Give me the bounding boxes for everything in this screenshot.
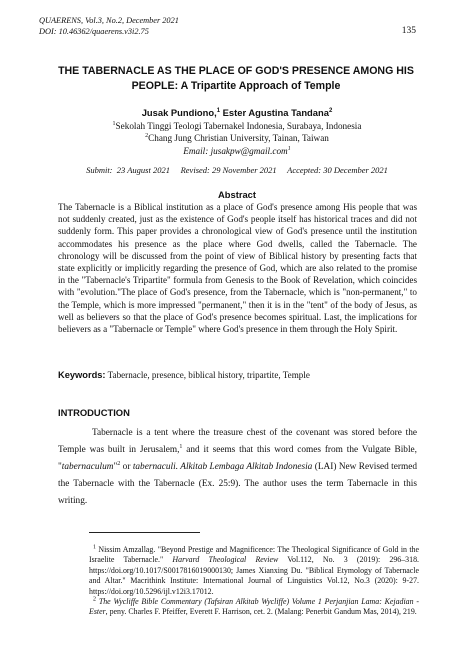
footnote-2-text-c: , peny. Charles F. Pfeiffer, Everett F. Harrison, cet. 2. (Malang: Penerbit Gandum Mas, 2014), 219. xyxy=(105,607,417,617)
affiliation-1-marker: 1 xyxy=(112,120,116,127)
footnote-2-marker: 2 xyxy=(93,596,96,603)
keywords-label: Keywords: xyxy=(58,370,106,380)
affiliation-2-marker: 2 xyxy=(145,132,149,139)
author-1-marker: 1 xyxy=(216,107,221,114)
keywords xyxy=(58,370,417,380)
paper-title xyxy=(48,64,424,94)
footnote-divider xyxy=(89,532,200,533)
author-2: Ester Agustina Tandana xyxy=(220,107,329,118)
affiliation-2-text: Chang Jung Christian University, Tainan, Taiwan xyxy=(148,133,329,143)
footnote-1-text-a: Nissim Amzallag. "Beyond Prestige and Magnificence: The Theological Significance of Gold in the Israelite Tabernacle." xyxy=(89,545,419,565)
running-header xyxy=(39,15,179,37)
author-block xyxy=(40,107,434,157)
email-address[interactable]: jusakpw@gmail.com xyxy=(210,145,288,156)
intro-term-tabernaculum: tabernaculum xyxy=(61,461,114,472)
footnote-2-book-title: The Wycliffe Bible Commentary (Tafsiran Alkitab Wycliffe) Volume 1 Perjanjian Lama: Kejadian - Ester xyxy=(89,597,419,617)
submission-dates xyxy=(40,165,434,175)
footnotes xyxy=(89,545,419,618)
footnote-2 xyxy=(89,597,419,618)
footnote-1-journal: Harvard Theological Review xyxy=(172,555,279,565)
intro-text-g: (LAI) New Revised termed the Tabernacle with the Tabernacle (Ex. 25:9). The author uses the term Tabernacle in this writing. xyxy=(58,461,417,506)
author-names xyxy=(40,107,434,120)
accepted-date: Accepted: 30 December 2021 xyxy=(287,165,388,175)
keywords-text: Tabernacle, presence, biblical history, tripartite, Temple xyxy=(105,370,310,380)
author-2-marker: 2 xyxy=(328,107,333,114)
abstract-text: The Tabernacle is a Biblical institution as a place of God's presence among His people that was not suddenly created, just as the existence of God's people itself has historical traces and did not suddenly form. This paper provides a chronological view of God's presence until the institution accommodates his presence as the place where God dwells, called the Tabernacle. The chronology will be discussed from the point of view of Biblical history by presenting facts that state explicitly or implicitly regarding the presence of God, which are also related to the promise in the "Tabernacle's Tripartite" formula from Genesis to the Book of Revelation, which coincides with "evolution."The place of God's presence, from the Tabernacle, which is "non-permanent," to the Temple, which is more impressed "permanent," then it is in the "tent" of the body of Jesus, as well as believers so that the place of God's presence becomes spiritual. Last, the implications for believers as a "Tabernacle or Temple" where God's presence in them through the Holy Spirit. xyxy=(58,202,417,335)
footnote-1-text-c[interactable]: Vol.112, No. 3 (2019): 296–318. https://doi.org/10.1017/S0017816019000130; James Xianxing Du. "Biblical Etymology of Tabernacle and Altar." Macrithink Institute: International Journal of Linguistics Vol.12, No.3 (2020): 9-27. https://doi.org/10.5296/ijl.v12i3.17012. xyxy=(89,555,419,596)
footnote-ref-1[interactable]: 1 xyxy=(179,443,183,450)
title-line-1: THE TABERNACLE AS THE PLACE OF GOD'S PRESENCE AMONG HIS xyxy=(58,65,414,77)
intro-term-tabernaculi: tabernaculi. Alkitab Lembaga Alkitab Indonesia xyxy=(132,461,313,472)
submitted-date: Submit: 23 August 2021 xyxy=(86,165,170,175)
introduction-paragraph xyxy=(58,425,417,510)
author-1: Jusak Pundiono, xyxy=(141,107,217,118)
intro-text-b: and it seems that this word comes from the Vulgate Bible, " xyxy=(58,444,417,472)
affiliation-1 xyxy=(40,120,434,133)
intro-text-d: " xyxy=(113,461,118,472)
journal-line: QUAERENS, Vol.3, No.2, December 2021 xyxy=(39,16,179,25)
title-line-2: PEOPLE: A Tripartite Approach of Temple xyxy=(131,80,341,92)
footnote-1 xyxy=(89,545,419,597)
abstract-heading: Abstract xyxy=(217,189,257,200)
page-number: 135 xyxy=(401,26,416,36)
footnote-1-marker: 1 xyxy=(93,544,96,551)
intro-text-a: Tabernacle is a tent where the treasure chest of the covenant was stored before the Temple was built in Jerusalem, xyxy=(58,428,417,455)
affiliation-2 xyxy=(40,132,434,145)
email-label: Email: xyxy=(183,145,211,156)
author-email xyxy=(40,145,434,158)
affiliation-1-text: Sekolah Tinggi Teologi Tabernakel Indonesia, Surabaya, Indonesia xyxy=(115,120,362,131)
revised-date: Revised: 29 November 2021 xyxy=(180,165,277,175)
email-marker: 1 xyxy=(287,145,291,152)
introduction-heading: INTRODUCTION xyxy=(58,407,130,418)
footnote-ref-2[interactable]: 2 xyxy=(117,460,121,467)
doi-line: DOI: 10.46362/quaerens.v3i2.75 xyxy=(39,27,149,36)
intro-text-e: or xyxy=(120,461,133,472)
